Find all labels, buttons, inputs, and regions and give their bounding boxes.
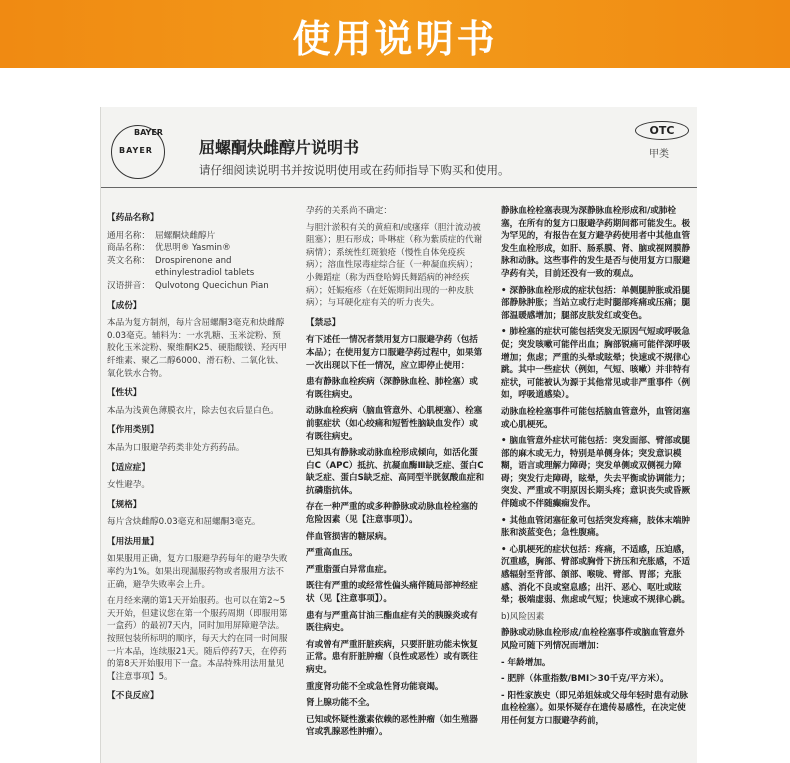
field-key: 商品名称： — [107, 243, 150, 254]
category-label: 甲类 — [649, 149, 669, 160]
list-item: 肾上腺功能不全。 — [306, 698, 375, 709]
logo-horizontal-text: BAYER — [119, 146, 153, 155]
list-item: • 肺栓塞的症状可能包括突发无原因气短或呼吸急促；突发咳嗽可能伴出血；胸部锐痛可能伴深呼吸增加；焦虑；严重的头晕或眩晕；快速或不规律心跳。其中一些症状（例如，气短、咳嗽）并非特有症状，可能被认为源于其他常见或非严重事件（例如，呼吸道感染）。 — [501, 327, 691, 401]
section-heading: 【禁忌】 — [306, 317, 341, 328]
list-item: 严重高血压。 — [306, 548, 358, 559]
section-heading: 【作用类别】 — [107, 425, 159, 436]
list-item: 患有与严重高甘油三酯血症有关的胰腺炎或有既往病史。 — [306, 610, 478, 634]
list-item: - 阳性家族史（即兄弟姐妹或父母年轻时患有动脉血栓栓塞）。如果怀疑存在遗传易感性，在决定使用任何复方口服避孕药前， — [501, 690, 689, 726]
field-row — [107, 280, 289, 293]
list-item: • 心肌梗死的症状包括：疼痛，不适感，压迫感，沉重感，胸部、臂部或胸骨下挤压和充胀感，不适感辐射至背部、颌部、喉咙、臂部、胃部；充胀感、消化不良或窒息感；出汗、恶心、呕吐或眩晕；极端虚弱、焦虑或气短；快速或不规律心跳。 — [501, 544, 691, 606]
field-value: Qulvotong Quecichun Pian — [155, 280, 269, 291]
list-item: 动脉血栓疾病（脑血管意外、心肌梗塞）、栓塞前驱症状（如心绞痛和短暂性脑缺血发作）或有既往病史。 — [306, 406, 483, 442]
paragraph: 静脉血栓栓塞表现为深静脉血栓形成和/或肺栓塞，在所有的复方口服避孕药期间都可能发生。极为罕见的，有报告在复方避孕药使用者中其他血管发生血栓形成，如肝、肠系膜、肾、脑或视网膜静脉和动脉。这些事件的发生是否与使用复方口服避孕药有关，目前还没有一致的观点。 — [501, 206, 691, 279]
column-right — [501, 205, 691, 732]
section-heading: 【适应症】 — [107, 462, 150, 473]
list-item: 严重脂蛋白异常血症。 — [306, 564, 392, 575]
column-left — [107, 205, 289, 708]
paragraph: 有下述任一情况者禁用复方口服避孕药（包括本品）；在使用复方口服避孕药过程中，如果第一次出现以下任一情况，应立即停止使用： — [306, 335, 483, 371]
paragraph: 每片含炔雌醇0.03毫克和屈螺酮3毫克。 — [107, 517, 261, 528]
section-heading: 【规格】 — [107, 499, 142, 510]
section-heading: 【性状】 — [107, 388, 142, 399]
banner-title: 使用说明书 — [292, 17, 498, 61]
field-row — [107, 255, 289, 280]
field-value: 优思明® Yasmin® — [155, 243, 231, 254]
field-value: 屈螺酮炔雌醇片 — [155, 230, 216, 241]
list-item: • 深静脉血栓形成的症状包括：单侧腿肿胀或沿腿部静脉肿胀；当站立或行走时腿部疼痛或压痛；腿部温暖感增加；腿部皮肤发红或变色。 — [501, 285, 691, 321]
list-item: 存在一种严重的或多种静脉或动脉血栓栓塞的危险因素（见【注意事项】）。 — [306, 502, 478, 526]
list-item: - 肥胖（体重指数/BMI＞30千克/平方米）。 — [501, 674, 669, 685]
section-heading: 【成份】 — [107, 300, 142, 311]
list-item: 既往有严重的或经常性偏头痛伴随局部神经症状（见【注意事项】）。 — [306, 581, 478, 605]
field-key: 通用名称： — [107, 230, 150, 241]
paragraph: 本品为口服避孕药类非处方药药品。 — [107, 442, 245, 453]
list-item: 伴血管损害的糖尿病。 — [306, 531, 392, 542]
document-title: 屈螺酮炔雌醇片说明书 — [199, 138, 360, 157]
list-item: • 其他血管闭塞征象可包括突发疼痛，肢体末端肿胀和淡蓝变色；急性腹痛。 — [501, 515, 690, 539]
section-heading: 【用法用量】 — [107, 536, 159, 547]
list-item: 已知或怀疑性激素依赖的恶性肿瘤（如生殖器官或乳腺恶性肿瘤）。 — [306, 714, 478, 738]
field-key: 汉语拼音： — [107, 280, 150, 291]
header-banner — [0, 0, 790, 68]
section-heading: b)风险因素 — [501, 611, 545, 622]
field-row — [107, 242, 289, 255]
paragraph: 在月经来潮的第1天开始服药。也可以在第2~5天开始，但建议您在第一个服药周期（即服用第一盒药）的最初7天内，同时加用屏障避孕法。按照包装所标明的顺序，每天大约在同一时间服一片本品，连续服21天。随后停药7天，在停药的第8天开始服用下一盒。本品特殊用法用量见【注意事项】5。 — [107, 596, 288, 682]
field-value: Drospirenone and ethinylestradiol tablets — [155, 255, 255, 279]
list-item: 有或曾有严重肝脏疾病，只要肝脏功能未恢复正常。患有肝脏肿瘤（良性或恶性）或有既往病史。 — [306, 639, 478, 675]
leaflet-page — [100, 107, 697, 763]
paragraph: 女性避孕。 — [107, 480, 150, 491]
list-item: 重度肾功能不全或急性肾功能衰竭。 — [306, 681, 444, 692]
list-item: - 年龄增加。 — [501, 657, 551, 668]
column-middle — [306, 205, 486, 743]
field-key: 英文名称： — [107, 255, 150, 266]
paragraph: 如果服用正确，复方口服避孕药每年的避孕失败率约为1%。如果出现漏服药物或者服用方法不正确，避孕失败率会上升。 — [107, 554, 288, 590]
field-row — [107, 230, 289, 243]
logo-vertical-text: BAYER — [134, 128, 163, 137]
list-item: 患有静脉血栓疾病（深静脉血栓、肺栓塞）或有既往病史。 — [306, 377, 478, 400]
header-divider — [101, 187, 697, 188]
bayer-logo — [111, 125, 165, 179]
section-heading: 【不良反应】 — [107, 691, 159, 702]
paragraph: 动脉血栓栓塞事件可能包括脑血管意外，血管闭塞或心肌梗死。 — [501, 406, 691, 430]
paragraph: 静脉或动脉血栓形成/血栓栓塞事件或脑血管意外风险可随下列情况而增加： — [501, 628, 685, 651]
list-item: 已知具有静脉或动脉血栓形成倾向，如活化蛋白C（APC）抵抗、抗凝血酶Ⅲ缺乏症、蛋白C缺乏症、蛋白S缺乏症、高同型半胱氨酸血症和抗磷脂抗体。 — [306, 448, 485, 496]
paragraph: 本品为复方制剂，每片含屈螺酮3毫克和炔雌醇0.03毫克。辅料为：一水乳糖、玉米淀粉、预胶化玉米淀粉、聚维酮K25、硬脂酸镁、羟丙甲纤维素、聚乙二醇6000、滑石粉、二氧化钛、氧化铁水合物。 — [107, 318, 287, 379]
paragraph: 与胆汁淤积有关的黄疸和/或瘙痒（胆汁流动被阻塞）；胆石形成；卟啉症（称为紫质症的代谢病情）；系统性红斑狼疮（慢性自体免疫疾病）；溶血性尿毒症综合征（一种凝血疾病）；小舞蹈症（称为西登哈姆氏舞蹈病的神经疾病）；妊娠疱疹（在妊娠期间出现的一种皮肤病）；与耳硬化症有关的听力丧失。 — [306, 222, 483, 309]
paragraph: 孕药的关系尚不确定： — [306, 206, 392, 216]
paragraph: 本品为浅黄色薄膜衣片，除去包衣后显白色。 — [107, 405, 279, 416]
otc-badge: OTC — [635, 121, 689, 140]
list-item: • 脑血管意外症状可能包括：突发面部、臂部或腿部的麻木或无力，特别是单侧身体；突发意识模糊，语言或理解力障碍；突发单侧或双侧视力障碍；突发行走障碍，眩晕，失去平衡或协调能力；突发、严重或不明原因长期头疼；意识丧失或昏厥伴随或不伴随癫痫发作。 — [501, 436, 691, 510]
document-subtitle: 请仔细阅读说明书并按说明使用或在药师指导下购买和使用。 — [199, 163, 510, 177]
section-heading: 【药品名称】 — [107, 213, 159, 223]
